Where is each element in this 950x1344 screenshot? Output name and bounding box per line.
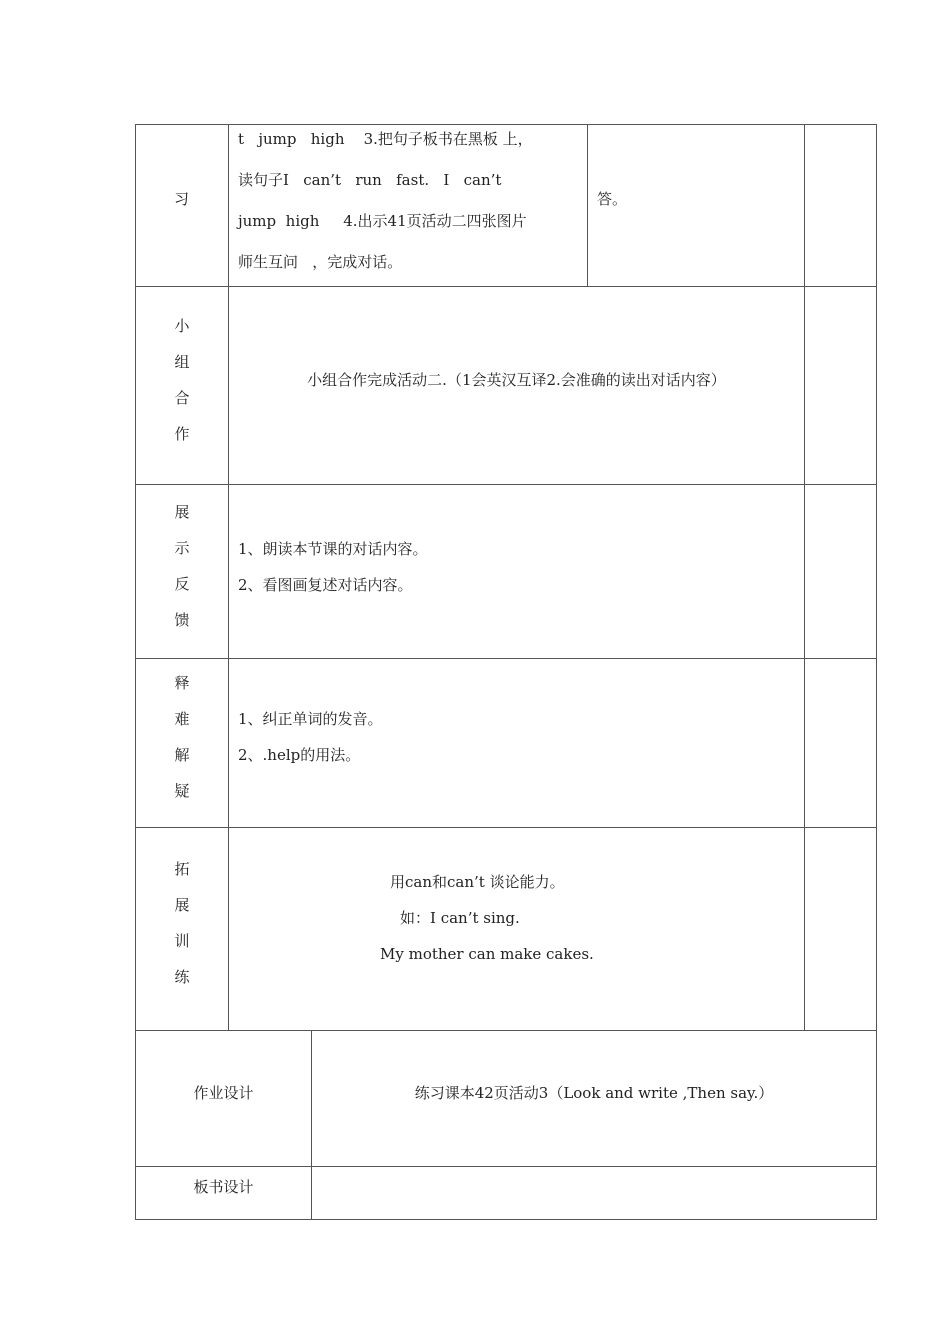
extend-line-3: My mother can make cakes.	[380, 945, 594, 963]
group-work-content: 小组合作完成活动二.（1会英汉互译2.会准确的读出对话内容）	[307, 371, 726, 389]
row-divider	[135, 484, 877, 485]
practice-line-3: jump high 4.出示41页活动二四张图片	[238, 212, 527, 230]
extend-line-2: 如：I can’t sing.	[400, 909, 520, 927]
row-divider	[135, 1030, 877, 1031]
table-border-right	[876, 124, 877, 1220]
row-divider	[135, 286, 877, 287]
row-label: 习	[174, 190, 190, 208]
table-border-top	[135, 124, 877, 125]
explain-line-2: 2、.help的用法。	[238, 746, 361, 764]
row-label-group-work: 小 组 合 作	[174, 317, 190, 443]
row-label-show-feedback: 展 示 反 馈	[174, 503, 190, 629]
row-label-explain: 释 难 解 疑	[174, 674, 190, 800]
homework-label: 作业设计	[193, 1084, 254, 1102]
student-activity-text: 答。	[597, 190, 628, 208]
show-line-1: 1、朗读本节课的对话内容。	[238, 540, 428, 558]
homework-content: 练习课本42页活动3（Look and write ,Then say.）	[414, 1084, 774, 1102]
col-divider	[587, 124, 588, 286]
col-divider	[804, 124, 805, 1030]
extend-line-1: 用can和can’t 谈论能力。	[390, 873, 565, 891]
row-label-extend-training: 拓 展 训 练	[174, 860, 190, 986]
practice-line-4: 师生互问 ，完成对话。	[238, 253, 403, 271]
practice-line-1: t jump high 3.把句子板书在黑板 上，	[238, 130, 533, 148]
show-line-2: 2、看图画复述对话内容。	[238, 576, 413, 594]
board-design-label: 板书设计	[193, 1178, 254, 1196]
row-divider	[135, 827, 877, 828]
row-divider	[135, 658, 877, 659]
col-divider	[228, 124, 229, 1030]
explain-line-1: 1、纠正单词的发音。	[238, 710, 383, 728]
row-divider	[135, 1166, 877, 1167]
practice-line-2: 读句子I can’t run fast. I can’t	[238, 171, 502, 189]
col-divider	[311, 1030, 312, 1220]
table-border-bottom	[135, 1219, 877, 1220]
